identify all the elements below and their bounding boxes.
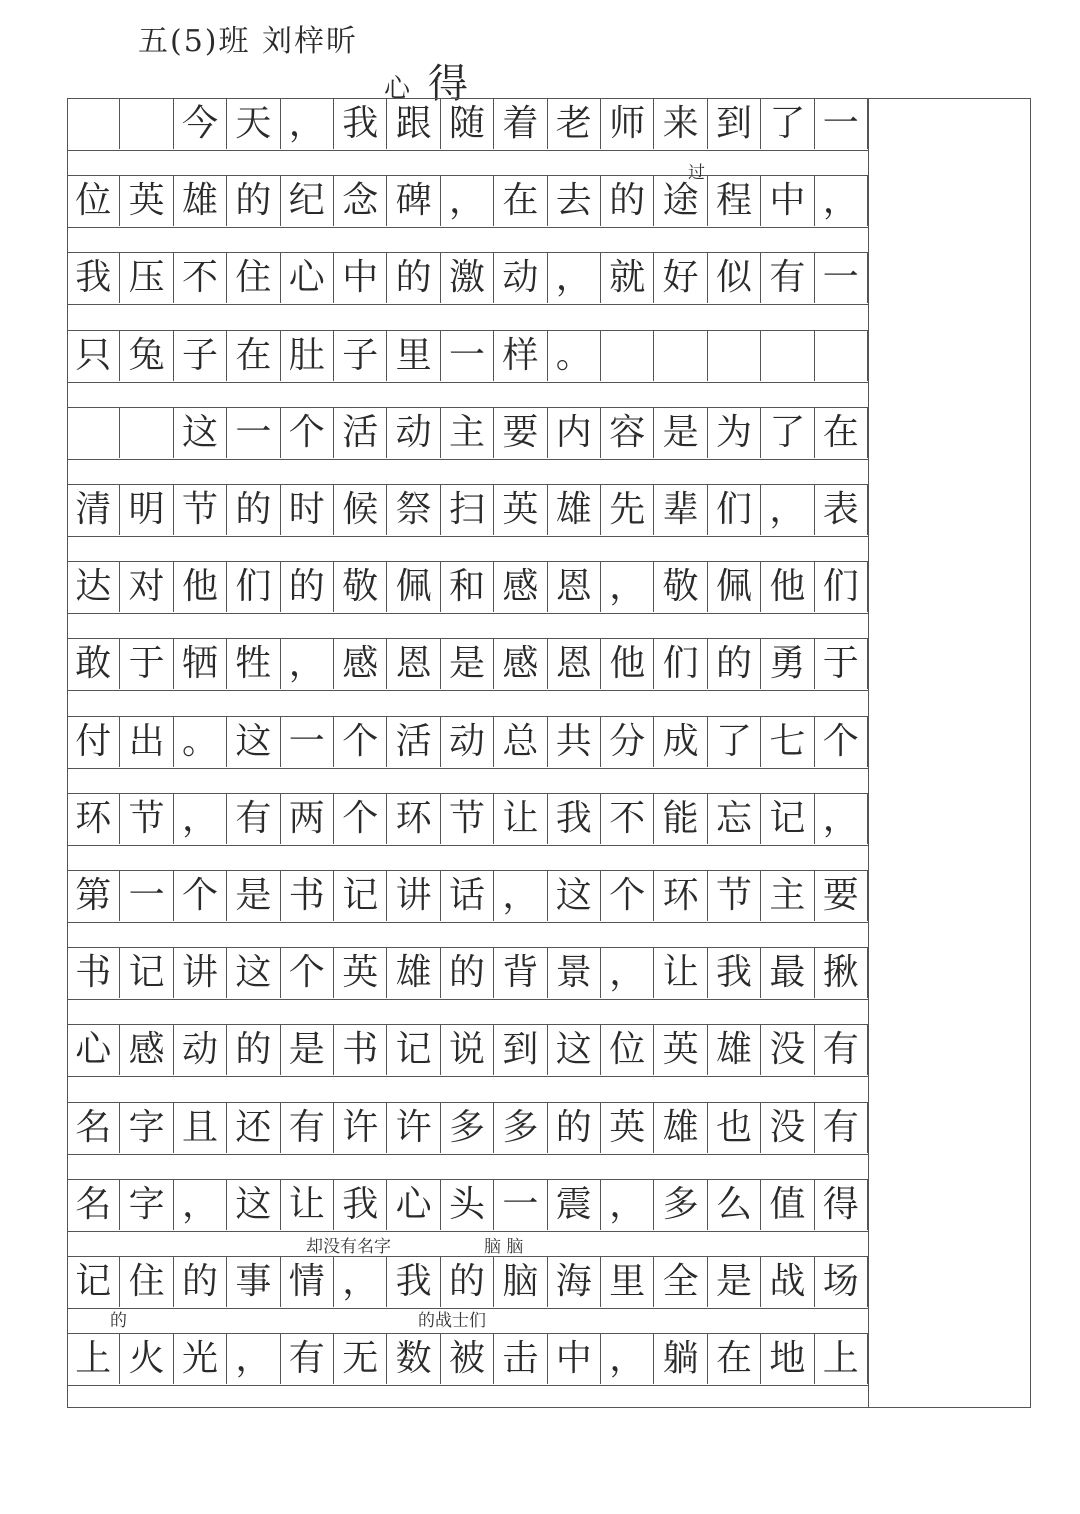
- grid-cell: 海: [548, 1257, 601, 1307]
- grid-cell: 成: [654, 717, 707, 767]
- grid-cell: 上: [67, 1334, 120, 1384]
- grid-cell: 我: [67, 253, 120, 303]
- grid-cell: 雄: [708, 1025, 761, 1075]
- grid-cell: 感: [120, 1025, 173, 1075]
- grid-cell: 也: [708, 1103, 761, 1153]
- grid-cell: 战: [761, 1257, 814, 1307]
- title-char-1: 心: [384, 74, 411, 104]
- grid-cell: 没: [761, 1103, 814, 1153]
- grid-cell: 恩: [548, 562, 601, 612]
- grid-cell: 英: [654, 1025, 707, 1075]
- grid-cell: 容: [601, 408, 654, 458]
- grid-cell: 雄: [654, 1103, 707, 1153]
- grid-cell: 地: [761, 1334, 814, 1384]
- grid-cell: 样: [494, 331, 547, 381]
- grid-cell: 祭: [387, 485, 440, 535]
- grid-row: [67, 638, 868, 691]
- grid-cell: 勇: [761, 639, 814, 689]
- grid-cell: 这: [227, 948, 280, 998]
- grid-cell: 名: [67, 1180, 120, 1230]
- grid-cell: 不: [174, 253, 227, 303]
- grid-cell: 共: [548, 717, 601, 767]
- grid-cell: 节: [120, 794, 173, 844]
- grid-cell: 有: [815, 1025, 868, 1075]
- grid-cell: 击: [494, 1334, 547, 1384]
- grid-cell: ，: [548, 253, 601, 303]
- grid-cell: 许: [387, 1103, 440, 1153]
- grid-cell: 节: [708, 871, 761, 921]
- grid-cell: 了: [761, 99, 814, 149]
- insertion-brain: 脑 脑: [484, 1237, 524, 1257]
- grid-cell: 心: [67, 1025, 120, 1075]
- grid-cell: 得: [815, 1180, 868, 1230]
- grid-cell: 付: [67, 717, 120, 767]
- grid-cell: 主: [761, 871, 814, 921]
- grid-cell: [120, 99, 173, 149]
- grid-cell: 英: [334, 948, 387, 998]
- grid-cell: 能: [654, 794, 707, 844]
- grid-cell: ，: [761, 485, 814, 535]
- grid-cell: ，: [815, 794, 868, 844]
- grid-cell: ，: [601, 948, 654, 998]
- grid-cell: 雄: [387, 948, 440, 998]
- grid-row: [67, 484, 868, 537]
- grid-row: [67, 793, 868, 846]
- grid-cell: 今: [174, 99, 227, 149]
- grid-cell: 的: [441, 1257, 494, 1307]
- grid-cell: 书: [281, 871, 334, 921]
- grid-cell: 一: [120, 871, 173, 921]
- grid-cell: 有: [227, 794, 280, 844]
- grid-cell: 记: [761, 794, 814, 844]
- grid-cell: 英: [601, 1103, 654, 1153]
- grid-cell: 来: [654, 99, 707, 149]
- grid-cell: 动: [387, 408, 440, 458]
- grid-cell: 名: [67, 1103, 120, 1153]
- grid-cell: 个: [281, 948, 334, 998]
- grid-cell: 上: [815, 1334, 868, 1384]
- grid-row: [67, 716, 868, 769]
- grid-cell: 这: [227, 717, 280, 767]
- grid-cell: 书: [67, 948, 120, 998]
- grid-cell: 们: [815, 562, 868, 612]
- grid-cell: 书: [334, 1025, 387, 1075]
- grid-cell: 的: [174, 1257, 227, 1307]
- grid-cell: 的: [227, 1025, 280, 1075]
- grid-cell: 么: [708, 1180, 761, 1230]
- grid-cell: 雄: [174, 176, 227, 226]
- grid-cell: 我: [334, 99, 387, 149]
- grid-cell: 只: [67, 331, 120, 381]
- grid-cell: ，: [281, 99, 334, 149]
- grid-cell: 出: [120, 717, 173, 767]
- grid-cell: 被: [441, 1334, 494, 1384]
- grid-cell: ，: [441, 176, 494, 226]
- grid-cell: 活: [387, 717, 440, 767]
- grid-cell: 情: [281, 1257, 334, 1307]
- grid-cell: [654, 331, 707, 381]
- grid-cell: [761, 331, 814, 381]
- grid-row: [67, 98, 868, 151]
- grid-cell: 个: [174, 871, 227, 921]
- grid-cell: 恩: [548, 639, 601, 689]
- insertion-de: 的: [110, 1311, 127, 1331]
- grid-cell: ，: [815, 176, 868, 226]
- grid-cell: 为: [708, 408, 761, 458]
- grid-cell: 到: [494, 1025, 547, 1075]
- grid-cell: 激: [441, 253, 494, 303]
- grid-cell: 火: [120, 1334, 173, 1384]
- grid-cell: ，: [174, 1180, 227, 1230]
- grid-cell: 场: [815, 1257, 868, 1307]
- grid-cell: 。: [174, 717, 227, 767]
- header-name: 五(5)班 刘梓昕: [138, 24, 359, 59]
- grid-cell: 第: [67, 871, 120, 921]
- grid-cell: 清: [67, 485, 120, 535]
- grid-cell: 有: [815, 1103, 868, 1153]
- grid-cell: 心: [281, 253, 334, 303]
- grid-cell: 我: [708, 948, 761, 998]
- grid-cell: 的: [441, 948, 494, 998]
- grid-cell: 个: [815, 717, 868, 767]
- grid-cell: 师: [601, 99, 654, 149]
- grid-cell: 佩: [387, 562, 440, 612]
- grid-row: [67, 870, 868, 923]
- grid-cell: 讲: [174, 948, 227, 998]
- grid-cell: 让: [654, 948, 707, 998]
- grid-cell: 的: [227, 176, 280, 226]
- grid-cell: 老: [548, 99, 601, 149]
- grid-cell: 全: [654, 1257, 707, 1307]
- grid-cell: 且: [174, 1103, 227, 1153]
- grid-cell: 子: [334, 331, 387, 381]
- grid-cell: 先: [601, 485, 654, 535]
- grid-cell: 着: [494, 99, 547, 149]
- grid-row: [67, 1256, 868, 1309]
- grid-cell: 这: [548, 1025, 601, 1075]
- grid-cell: 好: [654, 253, 707, 303]
- grid-cell: ，: [227, 1334, 280, 1384]
- grid-row: [67, 1102, 868, 1155]
- grid-cell: 似: [708, 253, 761, 303]
- grid-cell: 中: [761, 176, 814, 226]
- grid-cell: 兔: [120, 331, 173, 381]
- grid-cell: 明: [120, 485, 173, 535]
- grid-cell: 个: [281, 408, 334, 458]
- grid-cell: 牲: [227, 639, 280, 689]
- grid-cell: 值: [761, 1180, 814, 1230]
- grid-cell: 位: [67, 176, 120, 226]
- grid-cell: 活: [334, 408, 387, 458]
- grid-cell: [67, 99, 120, 149]
- grid-row: [67, 1024, 868, 1077]
- grid-cell: [601, 331, 654, 381]
- grid-cell: 节: [441, 794, 494, 844]
- grid-cell: 躺: [654, 1334, 707, 1384]
- grid-cell: [120, 408, 173, 458]
- grid-cell: 数: [387, 1334, 440, 1384]
- grid-row: [67, 1179, 868, 1232]
- grid-cell: 最: [761, 948, 814, 998]
- grid-cell: 途: [654, 176, 707, 226]
- grid-cell: 中: [334, 253, 387, 303]
- grid-cell: 这: [174, 408, 227, 458]
- grid-cell: 候: [334, 485, 387, 535]
- grid-cell: 字: [120, 1180, 173, 1230]
- grid-cell: 到: [708, 99, 761, 149]
- grid-row: [67, 947, 868, 1000]
- grid-cell: 有: [761, 253, 814, 303]
- grid-cell: 脑: [494, 1257, 547, 1307]
- grid-cell: 这: [227, 1180, 280, 1230]
- grid-row: [67, 330, 868, 383]
- grid-cell: 念: [334, 176, 387, 226]
- grid-cell: 头: [441, 1180, 494, 1230]
- grid-cell: ，: [494, 871, 547, 921]
- grid-cell: 要: [494, 408, 547, 458]
- grid-cell: 一: [227, 408, 280, 458]
- grid-cell: 景: [548, 948, 601, 998]
- grid-cell: 在: [815, 408, 868, 458]
- grid-cell: 和: [441, 562, 494, 612]
- grid-cell: 一: [494, 1180, 547, 1230]
- grid-cell: 还: [227, 1103, 280, 1153]
- grid-cell: 敢: [67, 639, 120, 689]
- grid-cell: ，: [601, 562, 654, 612]
- grid-cell: 敬: [654, 562, 707, 612]
- grid-cell: 去: [548, 176, 601, 226]
- grid-cell: 多: [441, 1103, 494, 1153]
- grid-row: [67, 561, 868, 614]
- grid-row: [67, 175, 868, 228]
- grid-cell: 的: [281, 562, 334, 612]
- grid-cell: 的: [548, 1103, 601, 1153]
- grid-cell: 雄: [548, 485, 601, 535]
- grid-cell: 这: [548, 871, 601, 921]
- grid-cell: ，: [601, 1334, 654, 1384]
- grid-cell: 程: [708, 176, 761, 226]
- grid-cell: 们: [654, 639, 707, 689]
- grid-cell: 感: [334, 639, 387, 689]
- grid-cell: 了: [761, 408, 814, 458]
- grid-cell: [815, 331, 868, 381]
- grid-cell: 动: [494, 253, 547, 303]
- grid-cell: 多: [654, 1180, 707, 1230]
- grid-cell: 记: [120, 948, 173, 998]
- grid-cell: 环: [387, 794, 440, 844]
- grid-cell: 有: [281, 1103, 334, 1153]
- grid-cell: 心: [387, 1180, 440, 1230]
- grid-cell: ，: [334, 1257, 387, 1307]
- grid-cell: 感: [494, 562, 547, 612]
- insertion-note: 却没有名字: [306, 1237, 391, 1257]
- grid-cell: 环: [67, 794, 120, 844]
- title-char-2: 得: [428, 61, 469, 107]
- grid-cell: 背: [494, 948, 547, 998]
- grid-cell: [67, 408, 120, 458]
- grid-cell: 忘: [708, 794, 761, 844]
- grid-cell: 佩: [708, 562, 761, 612]
- grid-cell: 天: [227, 99, 280, 149]
- grid-cell: 一: [441, 331, 494, 381]
- grid-cell: 对: [120, 562, 173, 612]
- grid-cell: 在: [708, 1334, 761, 1384]
- grid-cell: 压: [120, 253, 173, 303]
- grid-cell: 一: [281, 717, 334, 767]
- grid-cell: 记: [387, 1025, 440, 1075]
- grid-cell: 两: [281, 794, 334, 844]
- correction-guo: 过: [688, 163, 705, 183]
- grid-cell: 多: [494, 1103, 547, 1153]
- grid-cell: ，: [281, 639, 334, 689]
- grid-cell: ，: [601, 1180, 654, 1230]
- grid-cell: 时: [281, 485, 334, 535]
- grid-cell: 让: [281, 1180, 334, 1230]
- grid-cell: 牺: [174, 639, 227, 689]
- grid-cell: 他: [601, 639, 654, 689]
- grid-cell: 的: [601, 176, 654, 226]
- grid-cell: 一: [815, 253, 868, 303]
- grid-cell: 节: [174, 485, 227, 535]
- grid-cell: 他: [174, 562, 227, 612]
- grid-cell: 跟: [387, 99, 440, 149]
- grid-cell: 让: [494, 794, 547, 844]
- grid-cell: 纪: [281, 176, 334, 226]
- grid-cell: 是: [227, 871, 280, 921]
- grid-cell: 主: [441, 408, 494, 458]
- grid-cell: 有: [281, 1334, 334, 1384]
- grid-cell: 在: [227, 331, 280, 381]
- grid-cell: 无: [334, 1334, 387, 1384]
- grid-cell: 许: [334, 1103, 387, 1153]
- grid-cell: 一: [815, 99, 868, 149]
- grid-cell: 是: [654, 408, 707, 458]
- grid-cell: 的: [708, 639, 761, 689]
- grid-cell: 于: [120, 639, 173, 689]
- grid-cell: 住: [120, 1257, 173, 1307]
- grid-cell: 子: [174, 331, 227, 381]
- grid-row: [67, 1333, 868, 1386]
- grid-cell: 是: [441, 639, 494, 689]
- grid-cell: 动: [174, 1025, 227, 1075]
- insertion-soldiers: 的战士们: [418, 1311, 486, 1331]
- grid-cell: 的: [227, 485, 280, 535]
- grid-cell: 事: [227, 1257, 280, 1307]
- grid-cell: 震: [548, 1180, 601, 1230]
- grid-cell: 要: [815, 871, 868, 921]
- grid-cell: 环: [654, 871, 707, 921]
- grid-cell: 我: [387, 1257, 440, 1307]
- grid-cell: 随: [441, 99, 494, 149]
- grid-cell: 于: [815, 639, 868, 689]
- grid-cell: 记: [67, 1257, 120, 1307]
- grid-cell: 。: [548, 331, 601, 381]
- grid-cell: 了: [708, 717, 761, 767]
- grid-cell: 话: [441, 871, 494, 921]
- grid-cell: 记: [334, 871, 387, 921]
- grid-cell: 住: [227, 253, 280, 303]
- grid-cell: 个: [334, 794, 387, 844]
- grid-cell: 他: [761, 562, 814, 612]
- grid-cell: 们: [227, 562, 280, 612]
- grid-cell: 分: [601, 717, 654, 767]
- grid-row: [67, 252, 868, 305]
- grid-cell: 里: [387, 331, 440, 381]
- grid-cell: 没: [761, 1025, 814, 1075]
- grid-cell: 感: [494, 639, 547, 689]
- grid-cell: ，: [174, 794, 227, 844]
- grid-row: [67, 407, 868, 460]
- grid-cell: 总: [494, 717, 547, 767]
- grid-cell: 个: [601, 871, 654, 921]
- grid-cell: 我: [548, 794, 601, 844]
- grid-cell: 碑: [387, 176, 440, 226]
- margin-line: [868, 98, 869, 1408]
- grid-cell: 就: [601, 253, 654, 303]
- grid-cell: 不: [601, 794, 654, 844]
- grid-cell: 动: [441, 717, 494, 767]
- grid-cell: 扫: [441, 485, 494, 535]
- grid-cell: 英: [120, 176, 173, 226]
- grid-cell: 光: [174, 1334, 227, 1384]
- grid-cell: 说: [441, 1025, 494, 1075]
- grid-cell: 肚: [281, 331, 334, 381]
- grid-cell: 表: [815, 485, 868, 535]
- grid-cell: 恩: [387, 639, 440, 689]
- grid-cell: 是: [708, 1257, 761, 1307]
- grid-cell: [708, 331, 761, 381]
- grid-cell: 敬: [334, 562, 387, 612]
- grid-cell: 达: [67, 562, 120, 612]
- grid-cell: 中: [548, 1334, 601, 1384]
- grid-cell: 辈: [654, 485, 707, 535]
- grid-cell: 七: [761, 717, 814, 767]
- grid-cell: 位: [601, 1025, 654, 1075]
- grid-cell: 的: [387, 253, 440, 303]
- grid-cell: 们: [708, 485, 761, 535]
- grid-cell: 揪: [815, 948, 868, 998]
- grid-cell: 内: [548, 408, 601, 458]
- grid-cell: 英: [494, 485, 547, 535]
- grid-cell: 在: [494, 176, 547, 226]
- grid-cell: 里: [601, 1257, 654, 1307]
- grid-cell: 是: [281, 1025, 334, 1075]
- grid-cell: 讲: [387, 871, 440, 921]
- grid-cell: 字: [120, 1103, 173, 1153]
- grid-cell: 我: [334, 1180, 387, 1230]
- grid-cell: 个: [334, 717, 387, 767]
